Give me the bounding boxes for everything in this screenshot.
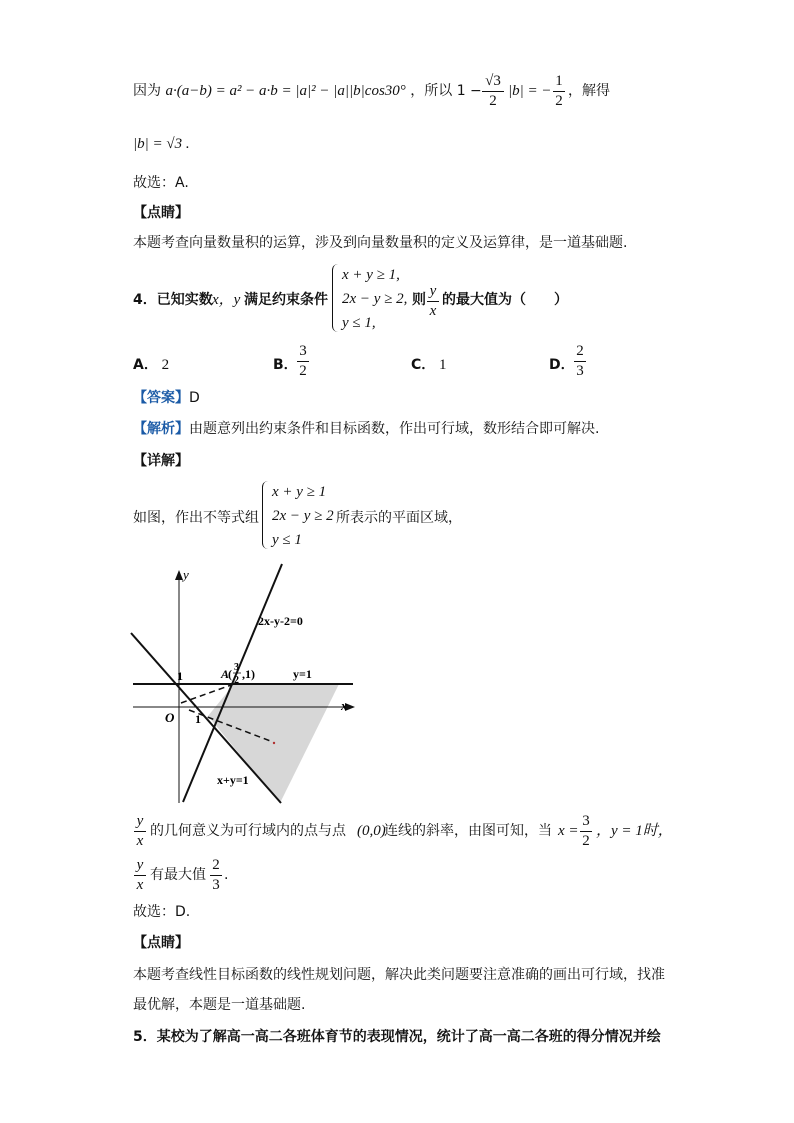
geo-frac-y-over-x	[134, 814, 146, 849]
analysis-tag: 【解析】	[133, 421, 189, 437]
line1-absb: |b| = −	[508, 83, 552, 99]
frac-den: x	[136, 833, 144, 849]
summary-2-line-1: 本题考查线性目标函数的线性规划问题，解决此类问题要注意准确的画出可行域，找准	[133, 967, 665, 983]
label-line-2x-y-2: 2x-y-2=0	[258, 614, 303, 628]
summary-2-line-2: 最优解，本题是一道基础题.	[133, 997, 306, 1013]
option-b-label: B．	[273, 357, 298, 373]
detail-constraint-1: x + y ≥ 1	[272, 484, 327, 500]
option-d-frac	[574, 344, 586, 379]
line1-mid: ，所以 1 −	[410, 83, 482, 99]
q4-stem-a: 4．已知实数	[133, 292, 213, 308]
dashed-end-point	[273, 742, 275, 744]
option-c-value: 1	[439, 357, 447, 373]
q4-then: 则	[412, 292, 426, 308]
option-d-label: D．	[549, 357, 575, 373]
label-origin: O	[165, 710, 175, 725]
option-a-label: A．	[133, 357, 158, 373]
question-5-stem: 5．某校为了解高一高二各班体育节的表现情况，统计了高一高二各班的得分情况并绘	[133, 1029, 661, 1045]
label-x: x	[341, 698, 348, 713]
geo-text-2: 连线的斜率，由图可知，当	[384, 823, 552, 839]
analysis-line	[133, 422, 599, 436]
y-axis-arrow	[175, 570, 183, 580]
answer-tag: 【答案】	[133, 390, 189, 406]
frac-den: 3	[212, 877, 220, 893]
max-frac-2-over-3	[210, 858, 222, 893]
frac-num: y	[429, 283, 437, 299]
frac-num: 3	[299, 343, 307, 359]
answer-line	[133, 391, 200, 405]
q4-stem-b: 满足约束条件	[244, 292, 328, 308]
geo-yeq: ，y = 1时，	[596, 823, 673, 839]
frac-den: 3	[576, 363, 584, 379]
label-a-coord-num: 3	[234, 662, 239, 673]
solution-line-1	[133, 84, 482, 99]
answer-value: D	[189, 390, 200, 406]
frac-num: y	[136, 857, 144, 873]
label-a-coord-close: ,1)	[242, 667, 255, 681]
detail-post: 所表示的平面区域，	[336, 510, 462, 526]
frac-num: √3	[485, 73, 501, 89]
frac-num: 3	[582, 813, 590, 829]
constraint-3: y ≤ 1,	[342, 315, 376, 331]
option-b-frac	[297, 344, 309, 379]
label-a-coord-den: 2	[234, 675, 239, 686]
option-a-value: 2	[161, 357, 170, 373]
frac-num: 2	[212, 857, 220, 873]
max-frac-y-over-x	[134, 858, 146, 893]
label-y: y	[183, 567, 189, 582]
frac-num: y	[136, 813, 144, 829]
choose-a: 故选：A.	[133, 175, 189, 191]
dianjing-tag-1: 【点睛】	[133, 205, 189, 221]
geo-point: (0,0)	[357, 823, 386, 839]
label-1-on-y: 1	[177, 669, 183, 683]
detail-constraint-2: 2x − y ≥ 2	[272, 508, 334, 524]
option-b	[273, 354, 298, 374]
q4-frac-y-over-x	[427, 284, 439, 319]
frac-den: 2	[555, 93, 563, 109]
detail-pre: 如图，作出不等式组	[133, 510, 259, 526]
frac-num: 2	[576, 343, 584, 359]
option-c-label: C．	[411, 357, 436, 373]
summary-line-1: 本题考查向量数量积的运算，涉及到向量数量积的定义及运算律，是一道基础题.	[133, 235, 628, 251]
label-a-coord-open: (	[228, 667, 232, 681]
constraint-2: 2x − y ≥ 2,	[342, 291, 408, 307]
frac-den: x	[429, 303, 437, 319]
line1-suffix: ，解得	[568, 83, 610, 99]
analysis-text: 由题意列出约束条件和目标函数，作出可行域，数形结合即可解决.	[189, 421, 600, 437]
label-line-y1: y=1	[293, 667, 312, 681]
frac-den: 2	[489, 93, 497, 109]
option-c	[411, 354, 447, 374]
option-a	[133, 354, 169, 374]
feasible-region-graph	[125, 562, 365, 807]
frac-sqrt3-over-2	[482, 74, 504, 109]
q4-stem-vars: x，y	[212, 292, 241, 308]
line1-prefix: 因为	[133, 83, 161, 99]
detail-constraint-system	[262, 481, 342, 551]
q4-stem-c: 的最大值为（ ）	[442, 292, 568, 308]
detail-tag: 【详解】	[133, 453, 189, 469]
solution-line-2: |b| = √3 .	[133, 136, 190, 152]
vector-formula: a·(a−b) = a² − a·b = |a|² − |a||b|cos30°	[165, 83, 406, 99]
option-d	[549, 354, 575, 374]
dianjing-tag-2: 【点睛】	[133, 935, 189, 951]
max-dot: .	[224, 867, 229, 883]
constraint-1: x + y ≥ 1,	[342, 267, 400, 283]
detail-constraint-3: y ≤ 1	[272, 532, 302, 548]
frac-1-over-2	[553, 74, 565, 109]
label-line-xy: x+y=1	[217, 773, 249, 787]
label-1-on-x: 1	[195, 712, 201, 726]
frac-den: x	[136, 877, 144, 893]
frac-den: 2	[582, 833, 590, 849]
geo-frac-3-over-2	[580, 814, 592, 849]
frac-den: 2	[299, 363, 307, 379]
choose-d: 故选：D.	[133, 904, 191, 920]
geo-xeq: x =	[558, 823, 579, 839]
max-text: 有最大值	[150, 867, 206, 883]
label-point-a: A	[221, 667, 230, 681]
geo-text-1: 的几何意义为可行域内的点与点	[150, 823, 346, 839]
frac-num: 1	[555, 73, 563, 89]
